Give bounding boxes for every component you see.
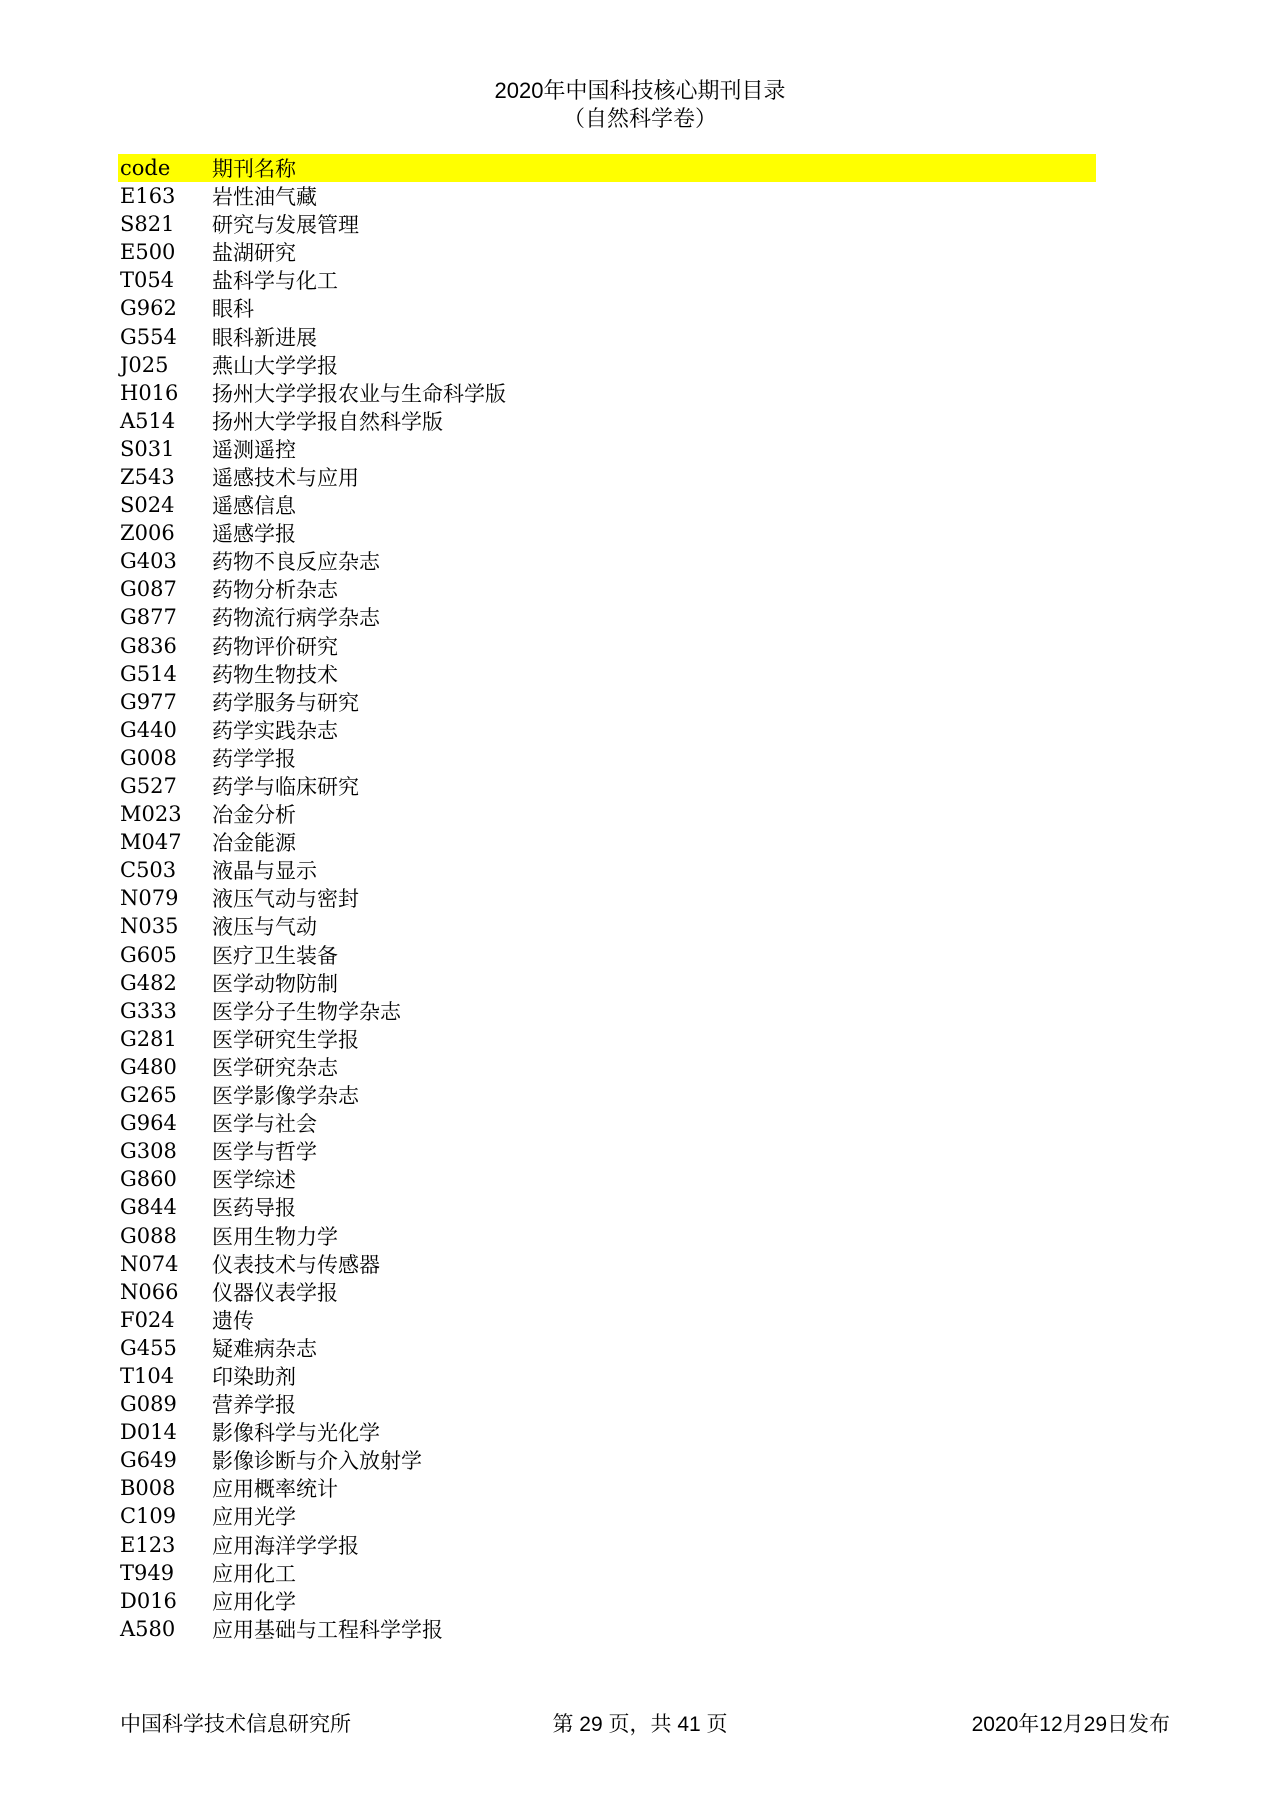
table-row xyxy=(118,1446,1096,1474)
journal-name: 仪表技术与传感器 xyxy=(212,1252,380,1277)
journal-code: M023 xyxy=(120,802,182,827)
journal-name: 疑难病杂志 xyxy=(212,1336,317,1361)
table-row xyxy=(118,1418,1096,1446)
journal-name: 岩性油气藏 xyxy=(212,185,317,210)
journal-code: G088 xyxy=(120,1223,177,1248)
journal-name: 冶金分析 xyxy=(212,803,296,828)
journal-code: M047 xyxy=(120,830,182,855)
journal-name: 遥感学报 xyxy=(212,522,296,547)
journal-name: 医疗卫生装备 xyxy=(212,943,338,968)
journal-name: 医学与哲学 xyxy=(212,1140,317,1165)
journal-code: H016 xyxy=(120,380,179,405)
journal-code: G008 xyxy=(120,745,177,770)
journal-code: G649 xyxy=(120,1448,177,1473)
journal-code: G605 xyxy=(120,942,177,967)
journal-name: 药学服务与研究 xyxy=(212,690,359,715)
journal-code: G514 xyxy=(120,661,177,686)
journal-name: 营养学报 xyxy=(212,1393,296,1418)
journal-code: G089 xyxy=(120,1392,177,1417)
journal-code: G480 xyxy=(120,1054,177,1079)
journal-name: 应用光学 xyxy=(212,1505,296,1530)
journal-code: E123 xyxy=(120,1532,176,1557)
journal-code: Z543 xyxy=(120,464,175,489)
journal-name: 医学与社会 xyxy=(212,1112,317,1137)
table-row xyxy=(118,351,1096,379)
journal-code: E163 xyxy=(120,184,176,209)
table-row xyxy=(118,182,1096,210)
journal-name: 医学分子生物学杂志 xyxy=(212,999,401,1024)
table-row xyxy=(118,1165,1096,1193)
table-row xyxy=(118,1221,1096,1249)
journal-name: 医学综述 xyxy=(212,1168,296,1193)
table-row xyxy=(118,1531,1096,1559)
journal-code: G455 xyxy=(120,1335,177,1360)
journal-name: 应用化学 xyxy=(212,1589,296,1614)
journal-name: 仪器仪表学报 xyxy=(212,1280,338,1305)
journal-name: 冶金能源 xyxy=(212,831,296,856)
header-code: code xyxy=(120,156,171,180)
table-row xyxy=(118,1362,1096,1390)
journal-name: 液压与气动 xyxy=(212,915,317,940)
table-row xyxy=(118,1025,1096,1053)
table-row xyxy=(118,491,1096,519)
journal-code: G836 xyxy=(120,633,177,658)
journal-name: 医学研究生学报 xyxy=(212,1027,359,1052)
journal-name: 应用化工 xyxy=(212,1561,296,1586)
journal-name: 盐科学与化工 xyxy=(212,269,338,294)
table-row xyxy=(118,519,1096,547)
journal-name: 药物流行病学杂志 xyxy=(212,606,380,631)
table-row xyxy=(118,744,1096,772)
journal-name: 影像诊断与介入放射学 xyxy=(212,1449,422,1474)
footer-organization: 中国科学技术信息研究所 xyxy=(120,1713,351,1736)
table-row xyxy=(118,1390,1096,1418)
journal-name: 液压气动与密封 xyxy=(212,887,359,912)
journal-name: 遥感技术与应用 xyxy=(212,465,359,490)
journal-name: 药物评价研究 xyxy=(212,634,338,659)
table-row xyxy=(118,941,1096,969)
journal-code: G482 xyxy=(120,970,177,995)
table-row xyxy=(118,1306,1096,1334)
journal-name: 液晶与显示 xyxy=(212,859,317,884)
table-body xyxy=(118,182,1096,1643)
table-row xyxy=(118,660,1096,688)
journal-code: G087 xyxy=(120,577,177,602)
journal-name: 扬州大学学报自然科学版 xyxy=(212,409,443,434)
table-row xyxy=(118,379,1096,407)
journal-name: 应用海洋学学报 xyxy=(212,1533,359,1558)
journal-name: 应用概率统计 xyxy=(212,1477,338,1502)
footer-publish-date: 2020年12月29日发布 xyxy=(971,1713,1170,1736)
table-row xyxy=(118,1502,1096,1530)
footer-page-number: 第 29 页，共 41 页 xyxy=(552,1713,728,1736)
journal-code: N035 xyxy=(120,914,179,939)
journal-name: 医学影像学杂志 xyxy=(212,1084,359,1109)
table-row xyxy=(118,1559,1096,1587)
table-row xyxy=(118,210,1096,238)
journal-code: T949 xyxy=(120,1560,175,1585)
journal-code: G860 xyxy=(120,1167,177,1192)
journal-code: G964 xyxy=(120,1111,177,1136)
table-row xyxy=(118,997,1096,1025)
journal-name: 遥感信息 xyxy=(212,494,296,519)
journal-code: Z006 xyxy=(120,521,175,546)
table-row xyxy=(118,632,1096,660)
journal-code: A580 xyxy=(120,1616,176,1641)
journal-code: G440 xyxy=(120,717,177,742)
table-row xyxy=(118,1193,1096,1221)
table-row xyxy=(118,1081,1096,1109)
journal-name: 研究与发展管理 xyxy=(212,213,359,238)
journal-code: C109 xyxy=(120,1504,177,1529)
journal-name: 药物分析杂志 xyxy=(212,578,338,603)
table-row xyxy=(118,884,1096,912)
header-journal-name: 期刊名称 xyxy=(212,157,296,181)
table-row xyxy=(118,294,1096,322)
table-row xyxy=(118,800,1096,828)
journal-code: G308 xyxy=(120,1139,177,1164)
journal-code: G265 xyxy=(120,1083,177,1108)
table-row xyxy=(118,1334,1096,1362)
journal-code: G844 xyxy=(120,1195,177,1220)
journal-name: 应用基础与工程科学学报 xyxy=(212,1617,443,1642)
table-row xyxy=(118,407,1096,435)
journal-code: G281 xyxy=(120,1026,177,1051)
journal-name: 遥测遥控 xyxy=(212,437,296,462)
journal-name: 药学与临床研究 xyxy=(212,775,359,800)
table-row xyxy=(118,1587,1096,1615)
journal-name: 印染助剂 xyxy=(212,1364,296,1389)
journal-name: 扬州大学学报农业与生命科学版 xyxy=(212,381,506,406)
table-row xyxy=(118,238,1096,266)
table-row xyxy=(118,912,1096,940)
journal-name: 药学实践杂志 xyxy=(212,718,338,743)
journal-code: G554 xyxy=(120,324,177,349)
table-row xyxy=(118,1474,1096,1502)
table-header-row xyxy=(118,154,1096,182)
journal-code: F024 xyxy=(120,1307,175,1332)
journal-table xyxy=(118,154,1096,1643)
journal-name: 遗传 xyxy=(212,1308,254,1333)
journal-code: G962 xyxy=(120,296,177,321)
journal-name: 眼科 xyxy=(212,297,254,322)
table-row xyxy=(118,1278,1096,1306)
document-subtitle: （自然科学卷） xyxy=(562,106,717,131)
table-row xyxy=(118,575,1096,603)
table-row xyxy=(118,435,1096,463)
journal-code: G527 xyxy=(120,774,177,799)
journal-code: G877 xyxy=(120,605,177,630)
journal-name: 医学研究杂志 xyxy=(212,1055,338,1080)
journal-code: G403 xyxy=(120,549,177,574)
table-row xyxy=(118,688,1096,716)
journal-code: A514 xyxy=(120,408,176,433)
journal-code: C503 xyxy=(120,858,177,883)
journal-name: 医用生物力学 xyxy=(212,1224,338,1249)
journal-code: E500 xyxy=(120,240,176,265)
table-row xyxy=(118,1109,1096,1137)
journal-code: J025 xyxy=(120,352,169,377)
table-row xyxy=(118,1137,1096,1165)
table-row xyxy=(118,1053,1096,1081)
journal-code: S031 xyxy=(120,436,175,461)
journal-name: 眼科新进展 xyxy=(212,325,317,350)
table-row xyxy=(118,772,1096,800)
journal-name: 药物不良反应杂志 xyxy=(212,550,380,575)
journal-name: 药学学报 xyxy=(212,746,296,771)
journal-code: N074 xyxy=(120,1251,179,1276)
table-row xyxy=(118,266,1096,294)
journal-name: 影像科学与光化学 xyxy=(212,1421,380,1446)
journal-code: N066 xyxy=(120,1279,179,1304)
journal-name: 燕山大学学报 xyxy=(212,353,338,378)
table-row xyxy=(118,828,1096,856)
journal-code: T104 xyxy=(120,1363,175,1388)
journal-code: B008 xyxy=(120,1476,176,1501)
table-row xyxy=(118,716,1096,744)
table-row xyxy=(118,463,1096,491)
table-row xyxy=(118,603,1096,631)
table-row xyxy=(118,322,1096,350)
journal-name: 盐湖研究 xyxy=(212,241,296,266)
table-row xyxy=(118,1615,1096,1643)
table-row xyxy=(118,969,1096,997)
journal-name: 医药导报 xyxy=(212,1196,296,1221)
journal-code: S024 xyxy=(120,493,175,518)
document-title: 2020年中国科技核心期刊目录 xyxy=(494,78,786,103)
table-row xyxy=(118,547,1096,575)
journal-code: D016 xyxy=(120,1588,177,1613)
journal-code: G333 xyxy=(120,998,177,1023)
journal-name: 药物生物技术 xyxy=(212,662,338,687)
table-row xyxy=(118,856,1096,884)
journal-code: S821 xyxy=(120,212,175,237)
table-row xyxy=(118,1250,1096,1278)
journal-code: D014 xyxy=(120,1420,177,1445)
journal-code: N079 xyxy=(120,886,179,911)
journal-code: G977 xyxy=(120,689,177,714)
journal-code: T054 xyxy=(120,268,175,293)
journal-name: 医学动物防制 xyxy=(212,971,338,996)
